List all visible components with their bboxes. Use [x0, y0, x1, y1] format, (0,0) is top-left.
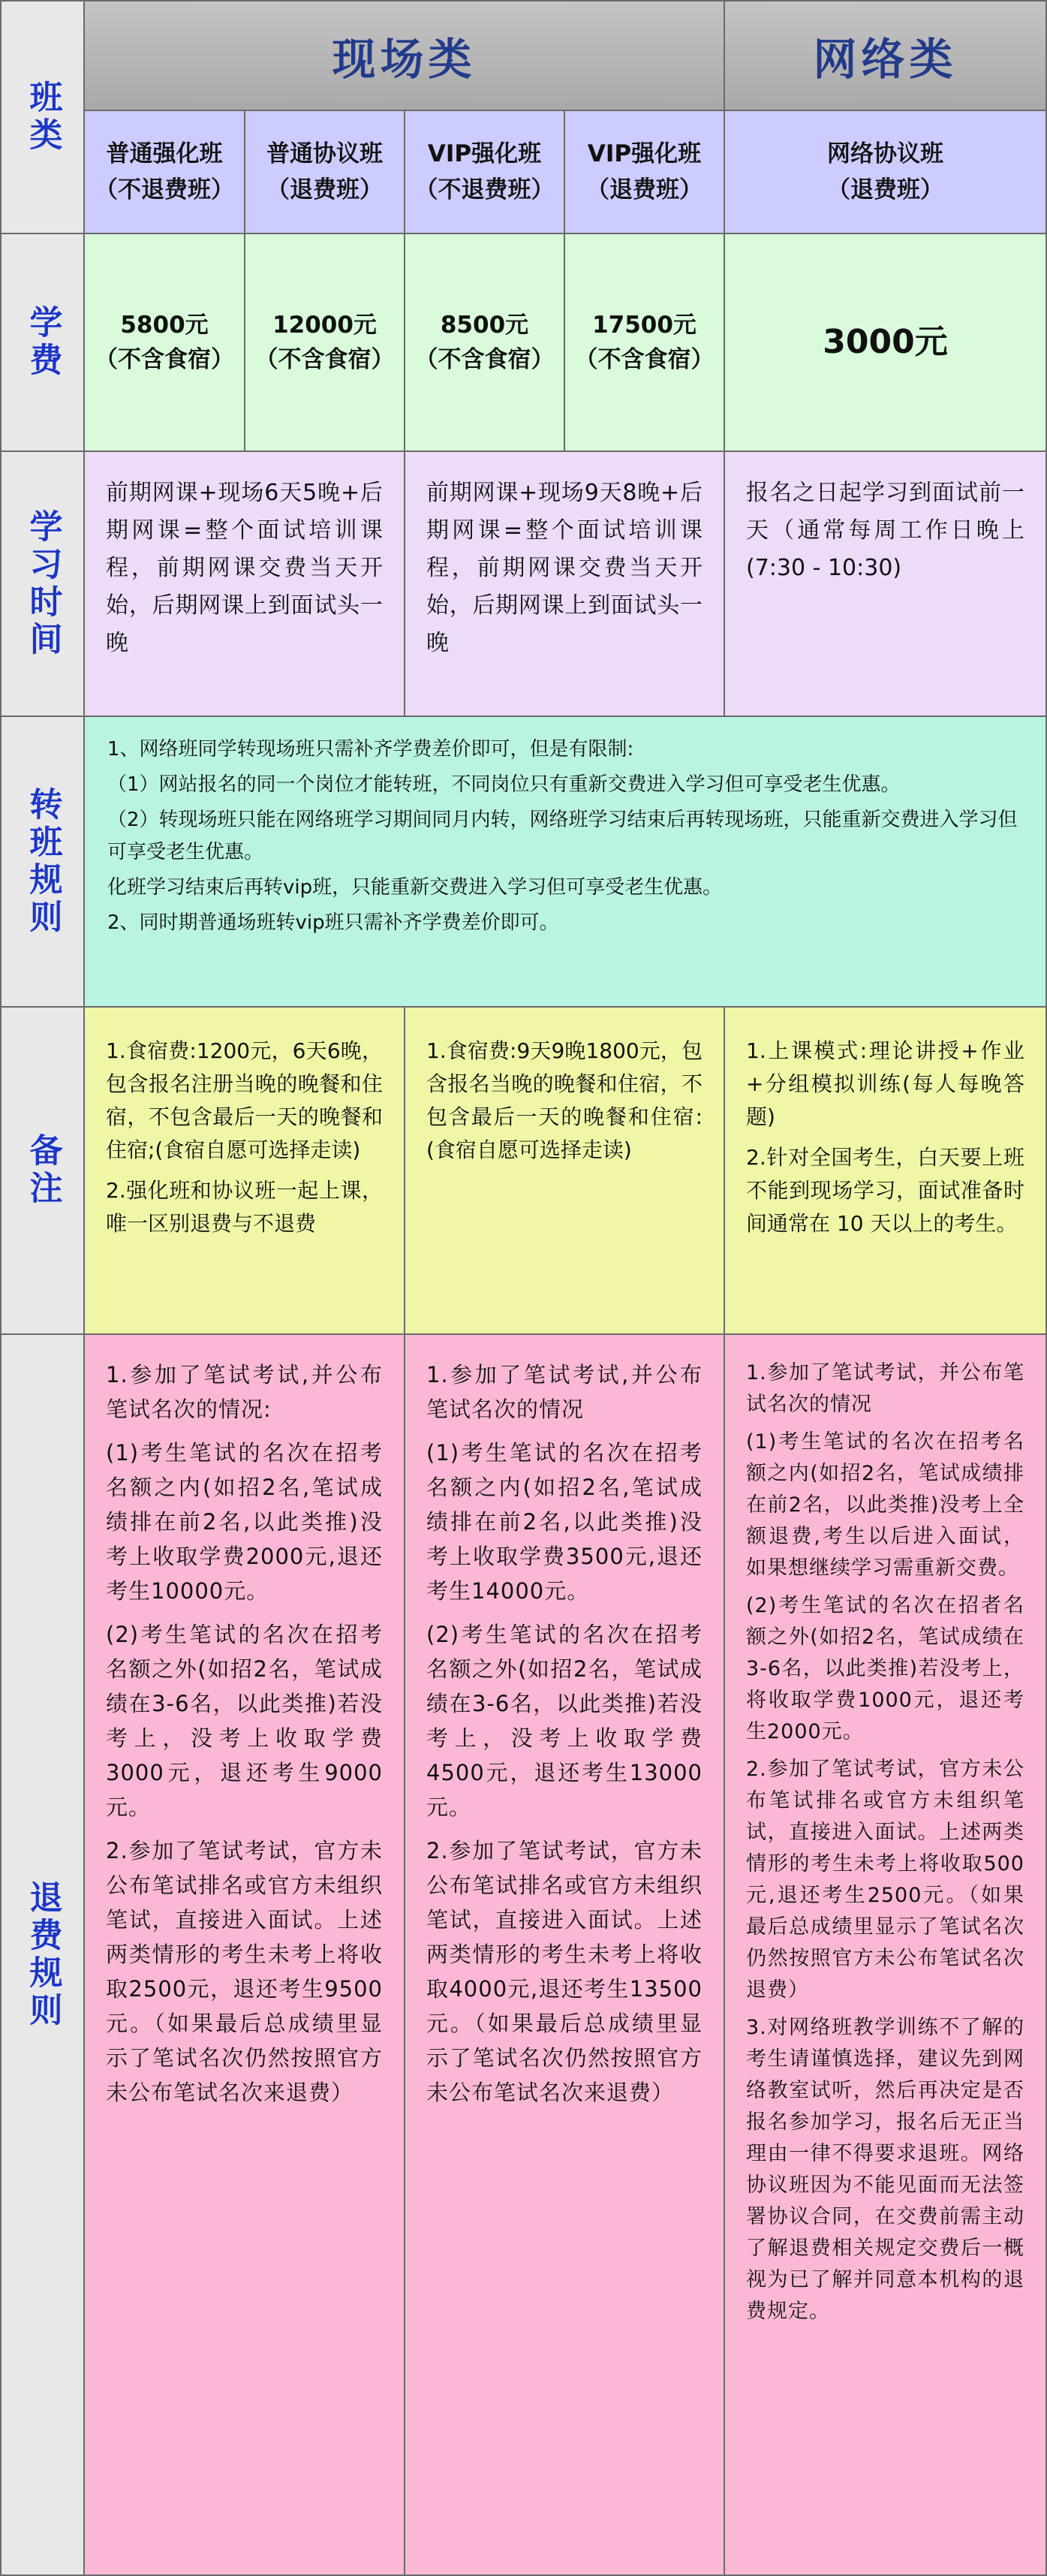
class-name: VIP强化班 （不退费班）: [414, 140, 555, 203]
class-name: 普通强化班 （不退费班）: [95, 140, 234, 203]
label-tuition-text: 学费: [23, 305, 62, 380]
label-transfer-rules: [0, 716, 85, 1008]
group-header-online-text: 网络类: [813, 34, 958, 85]
refund-rule-item: 2.参加了笔试考试，官方未公布笔试排名或官方未组织笔试，直接进入面试。上述两类情形的考生未考上将收取2500元，退还考生9500元。（如果最后总成绩里显示了笔试名次仍然按照官方未公布笔试名次来退费）: [106, 1838, 383, 2105]
refund-rules-online: [724, 1333, 1047, 2576]
label-class-type: [0, 0, 85, 234]
study-time-text: 前期网课+现场9天8晚+后期网课=整个面试培训课程，前期网课交费当天开始，后期网课上到面试头一晚: [426, 480, 703, 656]
refund-rule-item: 1.参加了笔试考试,并公布笔试名次的情况: [426, 1362, 703, 1422]
study-time-vip: [404, 450, 725, 717]
class-regular-intensive: [83, 110, 245, 234]
group-header-onsite: [83, 0, 725, 111]
fee-regular-agreement: [244, 233, 405, 452]
refund-rule-item: 3.对网络班教学训练不了解的考生请谨慎选择，建议先到网络教室试听，然后再决定是否报名参加学习，报名后无正当理由一律不得要求退班。网络协议班因为不能见面而无法签署协议合同，在交费前需主动了解退费相关规定交费后一概视为已了解并同意本机构的退费规定。: [746, 2016, 1024, 2323]
refund-rule-item: 2.参加了笔试考试，官方未公布笔试排名或官方未组织笔试，直接进入面试。上述两类情形的考生未考上将收取4000元,退还考生13500元。（如果最后总成绩里显示了笔试名次仍然按照官方未公布笔试名次来退费）: [426, 1838, 703, 2105]
class-name: 普通协议班 （退费班）: [266, 140, 383, 203]
class-online-agreement: [724, 110, 1047, 234]
note-item: 2.针对全国考生，白天要上班不能到现场学习，面试准备时间通常在 10 天以上的考生。: [746, 1145, 1024, 1236]
refund-rule-item: (1)考生笔试的名次在招考名额之内(如招2名,笔试成绩排在前2名,以此类推)没考上收取学费3500元,退还考生14000元。: [426, 1440, 703, 1604]
label-refund-rules: [0, 1333, 85, 2576]
class-name: 网络协议班 （退费班）: [827, 140, 943, 203]
study-time-online: [724, 450, 1047, 717]
label-tuition: [0, 233, 85, 452]
fee-value: 17500元 （不含食宿）: [574, 312, 715, 373]
fee-value: 5800元 （不含食宿）: [95, 312, 234, 373]
fee-vip-intensive: [404, 233, 565, 452]
study-time-text: 前期网课+现场6天5晚+后期网课=整个面试培训课程，前期网课交费当天开始，后期网课上到面试头一晚: [106, 480, 383, 656]
refund-rule-item: (1)考生笔试的名次在招考名额之内(如招2名，笔试成绩排在前2名，以此类推)没考上全额退费,考生以后进入面试，如果想继续学习需重新交费。: [746, 1430, 1024, 1580]
class-vip-intensive: [404, 110, 565, 234]
refund-rule-item: 2.参加了笔试考试，官方未公布笔试排名或官方未组织笔试，直接进入面试。上述两类情形的考生未考上将收取500元,退还考生2500元。（如果最后总成绩里显示了笔试名次仍然按照官方未公布笔试名次退费）: [746, 1758, 1024, 2002]
refund-rules-vip: [404, 1333, 725, 2576]
label-notes-text: 备注: [23, 1133, 62, 1208]
class-regular-agreement: [244, 110, 405, 234]
transfer-rule-item: 化班学习结束后再转vip班，只能重新交费进入学习但可享受老生优惠。: [107, 876, 723, 899]
fee-value: 3000元: [823, 323, 948, 361]
transfer-rules: [83, 716, 1047, 1008]
transfer-rule-item: （1）网站报名的同一个岗位才能转班，不同岗位只有重新交费进入学习但可享受老生优惠。: [107, 773, 901, 796]
refund-rules-regular: [83, 1333, 405, 2576]
label-refund-rules-text: 退费规则: [23, 1879, 62, 2030]
refund-rule-item: 1.参加了笔试考试，并公布笔试名次的情况: [746, 1361, 1024, 1416]
label-class-type-text: 班类: [23, 80, 62, 155]
group-header-online: [724, 0, 1047, 111]
note-item: 1.上课模式:理论讲授+作业+分组模拟训练(每人每晚答题): [746, 1038, 1024, 1129]
notes-vip: [404, 1006, 725, 1335]
transfer-rule-item: 1、网络班同学转现场班只需补齐学费差价即可，但是有限制:: [107, 738, 634, 761]
refund-rule-item: 1.参加了笔试考试,并公布笔试名次的情况:: [106, 1362, 383, 1422]
refund-rule-item: (1)考生笔试的名次在招考名额之内(如招2名,笔试成绩排在前2名,以此类推)没考上收取学费2000元,退还考生10000元。: [106, 1440, 383, 1604]
study-time-text: 报名之日起学习到面试前一天（通常每周工作日晚上(7:30 - 10:30): [746, 480, 1024, 581]
refund-rule-item: (2)考生笔试的名次在招考名额之外(如招2名，笔试成绩在3-6名，以此类推)若没考上，没考上收取学费3000元，退还考生9000元。: [106, 1622, 383, 1820]
fee-online-agreement: [724, 233, 1047, 452]
study-time-regular: [83, 450, 405, 717]
transfer-rule-item: （2）转现场班只能在网络班学习期间同月内转，网络班学习结束后再转现场班，只能重新交费进入学习但可享受老生优惠。: [107, 809, 1018, 863]
group-header-onsite-text: 现场类: [332, 34, 477, 85]
class-name: VIP强化班 （退费班）: [586, 140, 703, 203]
fee-regular-intensive: [83, 233, 245, 452]
note-item: 1.食宿费:1200元，6天6晚，包含报名注册当晚的晚餐和住宿，不包含最后一天的晚餐和住宿;(食宿自愿可选择走读): [106, 1038, 383, 1162]
refund-rule-item: (2)考生笔试的名次在招考名额之外(如招2名，笔试成绩在3-6名，以此类推)若没考上，没考上收取学费4500元，退还考生13000元。: [426, 1622, 703, 1820]
fee-value: 8500元 （不含食宿）: [414, 312, 555, 373]
label-study-time: [0, 450, 85, 717]
note-item: 2.强化班和协议班一起上课，唯一区别退费与不退费: [106, 1178, 383, 1236]
notes-online: [724, 1006, 1047, 1335]
label-transfer-rules-text: 转班规则: [23, 786, 62, 937]
fee-value: 12000元 （不含食宿）: [254, 312, 395, 373]
transfer-rule-item: 2、同时期普通场班转vip班只需补齐学费差价即可。: [107, 911, 559, 934]
class-vip-agreement: [564, 110, 725, 234]
note-item: 1.食宿费:9天9晚1800元，包含报名当晚的晚餐和住宿，不包含最后一天的晚餐和住宿:(食宿自愿可选择走读): [426, 1038, 703, 1162]
refund-rule-item: (2)考生笔试的名次在招者名额之外(如招2名，笔试成绩在3-6名，以此类推)若没考上，将收取学费1000元，退还考生2000元。: [746, 1594, 1024, 1743]
label-notes: [0, 1006, 85, 1335]
label-study-time-text: 学习时间: [23, 508, 62, 659]
fee-vip-agreement: [564, 233, 725, 452]
notes-regular: [83, 1006, 405, 1335]
